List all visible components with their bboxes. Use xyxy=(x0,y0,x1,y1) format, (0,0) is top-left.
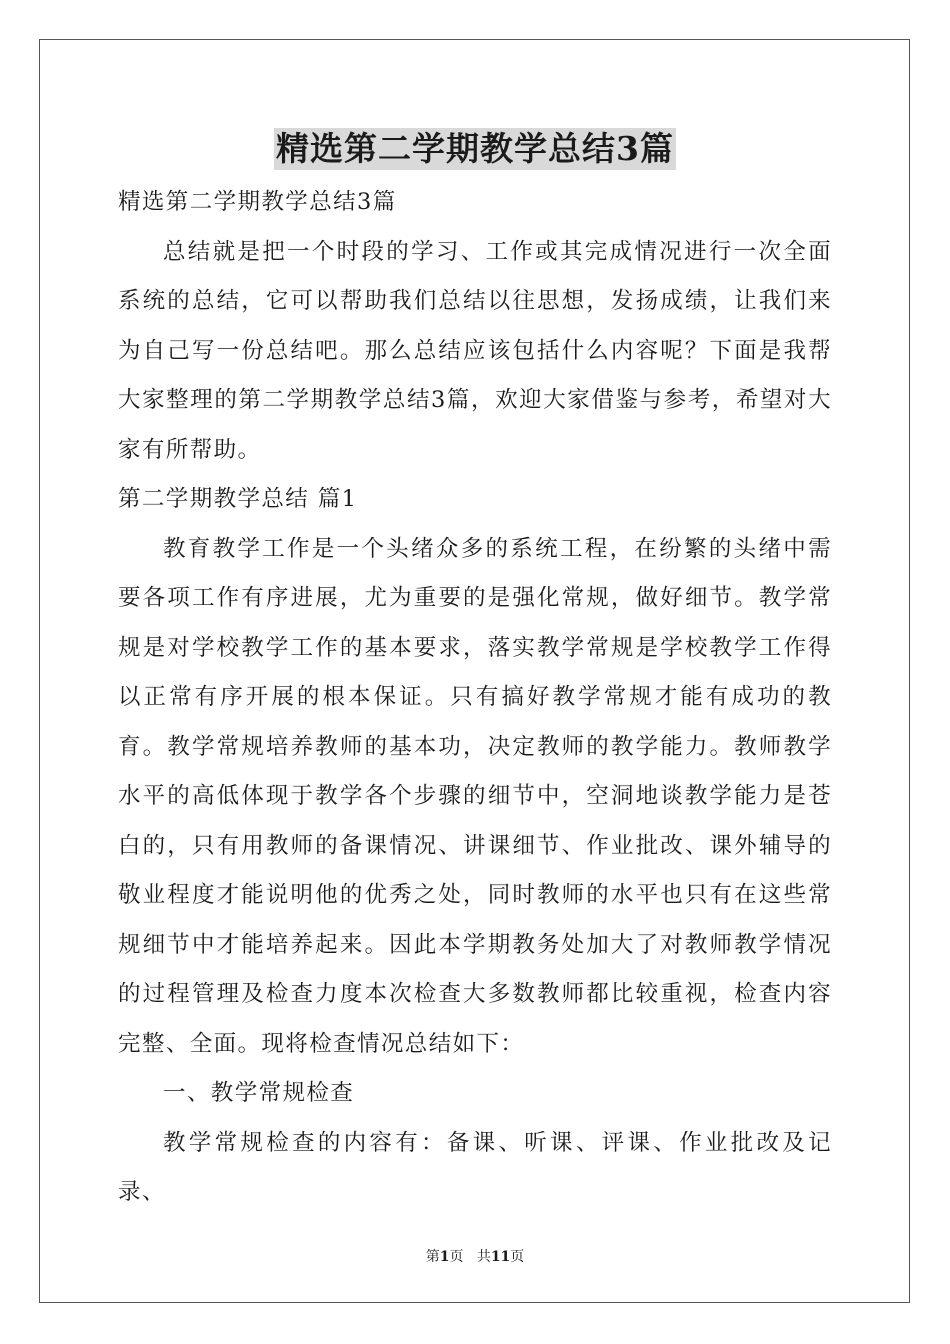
total-pages: 11 xyxy=(490,1249,511,1265)
page-number: 1 xyxy=(439,1249,450,1265)
document-title: 精选第二学期教学总结3篇 xyxy=(276,129,674,168)
total-prefix: 共 xyxy=(476,1249,491,1265)
total-suffix: 页 xyxy=(510,1249,525,1265)
subtitle-paragraph: 精选第二学期教学总结3篇 xyxy=(118,189,397,215)
body-paragraph: 教育教学工作是一个头绪众多的系统工程，在纷繁的头绪中需要各项工作有序进展，尤为重要的是强化常规，做好细节。教学常规是对学校教学工作的基本要求，落实教学常规是学校教学工作得以正常有序开展的根本保证。只有搞好教学常规才能有成功的教育。教学常规培养教师的基本功，决定教师的教学能力。教师教学水平的高低体现于教学各个步骤的细节中，空洞地谈教学能力是苍白的，只有用教师的备课情况、讲课细节、作业批改、课外辅导的敬业程度才能说明他的优秀之处，同时教师的水平也只有在这些常规细节中才能培养起来。因此本学期教务处加大了对教师教学情况的过程管理及检查力度本次检查大多数教师都比较重视，检查内容完整、全面。现将检查情况总结如下： xyxy=(118,535,832,1057)
intro-paragraph: 总结就是把一个时段的学习、工作或其完成情况进行一次全面系统的总结，它可以帮助我们总结以往思想，发扬成绩，让我们来为自己写一份总结吧。那么总结应该包括什么内容呢？下面是我帮大家整理的第二学期教学总结3篇，欢迎大家借鉴与参考，希望对大家有所帮助。 xyxy=(118,238,832,463)
section-heading: 第二学期教学总结 篇1 xyxy=(118,486,358,512)
page-prefix: 第 xyxy=(425,1249,440,1265)
body-paragraph-continued: 教学常规检查的内容有：备课、听课、评课、作业批改及记录、 xyxy=(118,1129,832,1205)
subsection-heading: 一、教学常规检查 xyxy=(163,1080,355,1106)
title-container xyxy=(0,128,950,170)
page-footer xyxy=(0,1248,950,1266)
page-suffix: 页 xyxy=(449,1249,464,1265)
document-body xyxy=(118,178,832,1218)
